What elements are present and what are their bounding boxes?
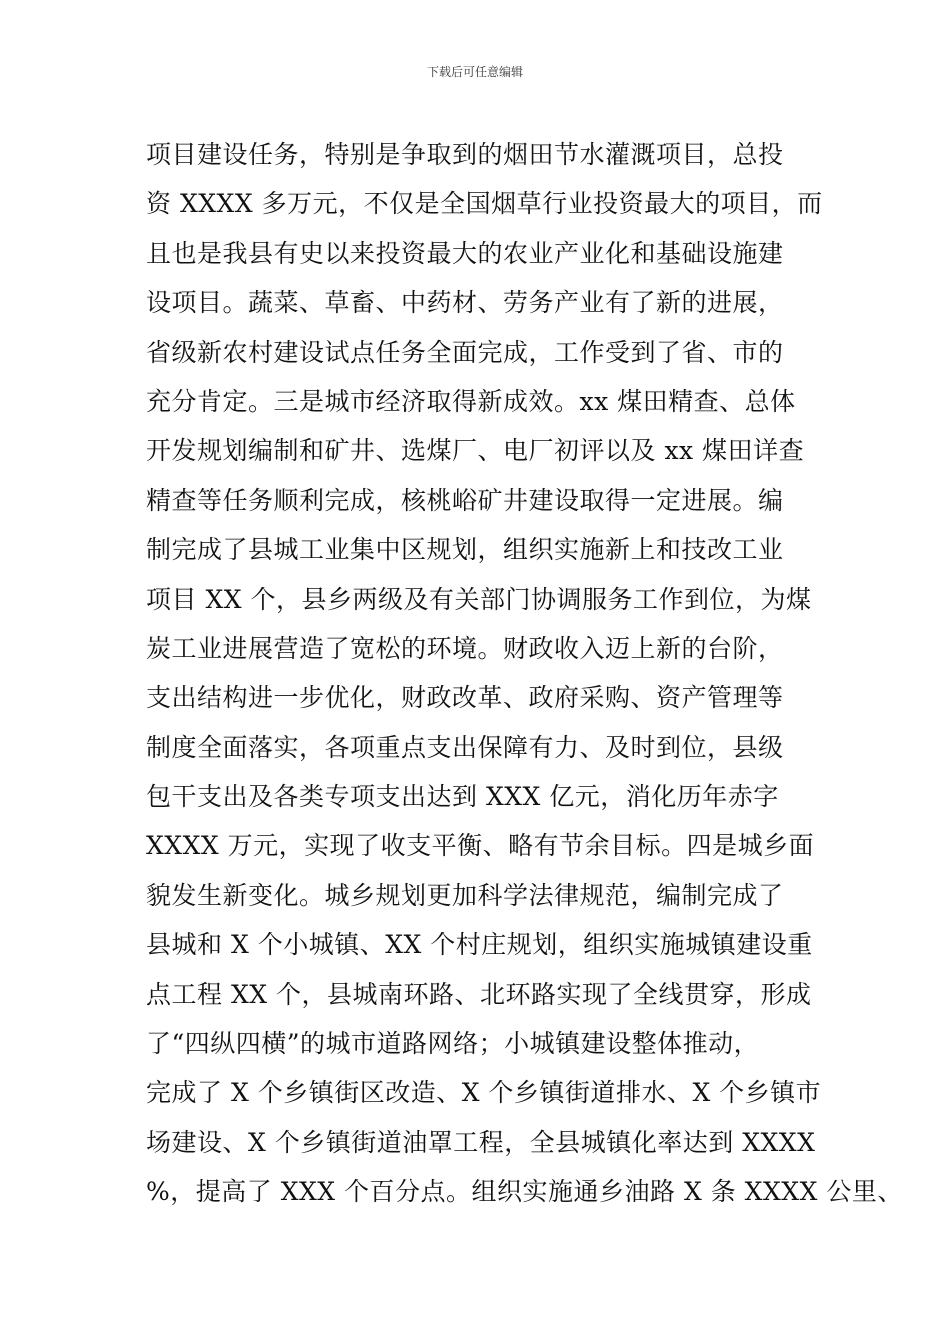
text-line: 制完成了县城工业集中区规划，组织实施新上和技改工业 [146,535,784,565]
body-paragraph [146,130,903,1217]
text-line: 县城和 X 个小城镇、XX 个村庄规划，组织实施城镇建设重 [146,930,813,960]
text-line: 项目建设任务，特别是争取到的烟田节水灌溉项目，总投 [146,140,784,169]
text-line: 充分肯定。三是城市经济取得新成效。xx 煤田精查、总体 [146,386,796,416]
text-line: 完成了 X 个乡镇街区改造、X 个乡镇街道排水、X 个乡镇市 [146,1078,822,1108]
text-line: 设项目。蔬菜、草畜、中药材、劳务产业有了新的进展， [146,288,784,318]
page-header: 下载后可任意编辑 [426,65,523,79]
text-line: 且也是我县有史以来投资最大的农业产业化和基础设施建 [146,238,784,268]
text-line: %，提高了 XXX 个百分点。组织实施通乡油路 X 条 XXXX 公里、 [146,1177,903,1207]
text-line: 支出结构进一步优化，财政改革、政府采购、资产管理等 [146,683,784,713]
text-line: 炭工业进展营造了宽松的环境。财政收入迈上新的台阶， [146,633,784,663]
text-line: 点工程 XX 个，县城南环路、北环路实现了全线贯穿，形成 [146,979,812,1009]
text-line: 省级新农村建设试点任务全面完成，工作受到了省、市的 [146,337,784,367]
text-line: 了“四纵四横”的城市道路网络；小城镇建设整体推动， [146,1029,760,1059]
text-line: 资 XXXX 多万元，不仅是全国烟草行业投资最大的项目，而 [146,189,823,219]
text-line: 貌发生新变化。城乡规划更加科学法律规范，编制完成了 [146,880,784,910]
text-line: 开发规划编制和矿井、选煤厂、电厂初评以及 xx 煤田详查 [146,436,805,466]
text-line: 精查等任务顺利完成，核桃峪矿井建设取得一定进展。编 [146,485,784,515]
text-line: 项目 XX 个，县乡两级及有关部门协调服务工作到位，为煤 [146,584,812,614]
text-line: 制度全面落实，各项重点支出保障有力、及时到位，县级 [146,732,784,762]
text-line: 场建设、X 个乡镇街道油罩工程，全县城镇化率达到 XXXX [146,1127,816,1157]
text-line: 包干支出及各类专项支出达到 XXX 亿元，消化历年赤字 [146,782,779,812]
text-line: XXXX 万元，实现了收支平衡、略有节余目标。四是城乡面 [146,831,815,861]
